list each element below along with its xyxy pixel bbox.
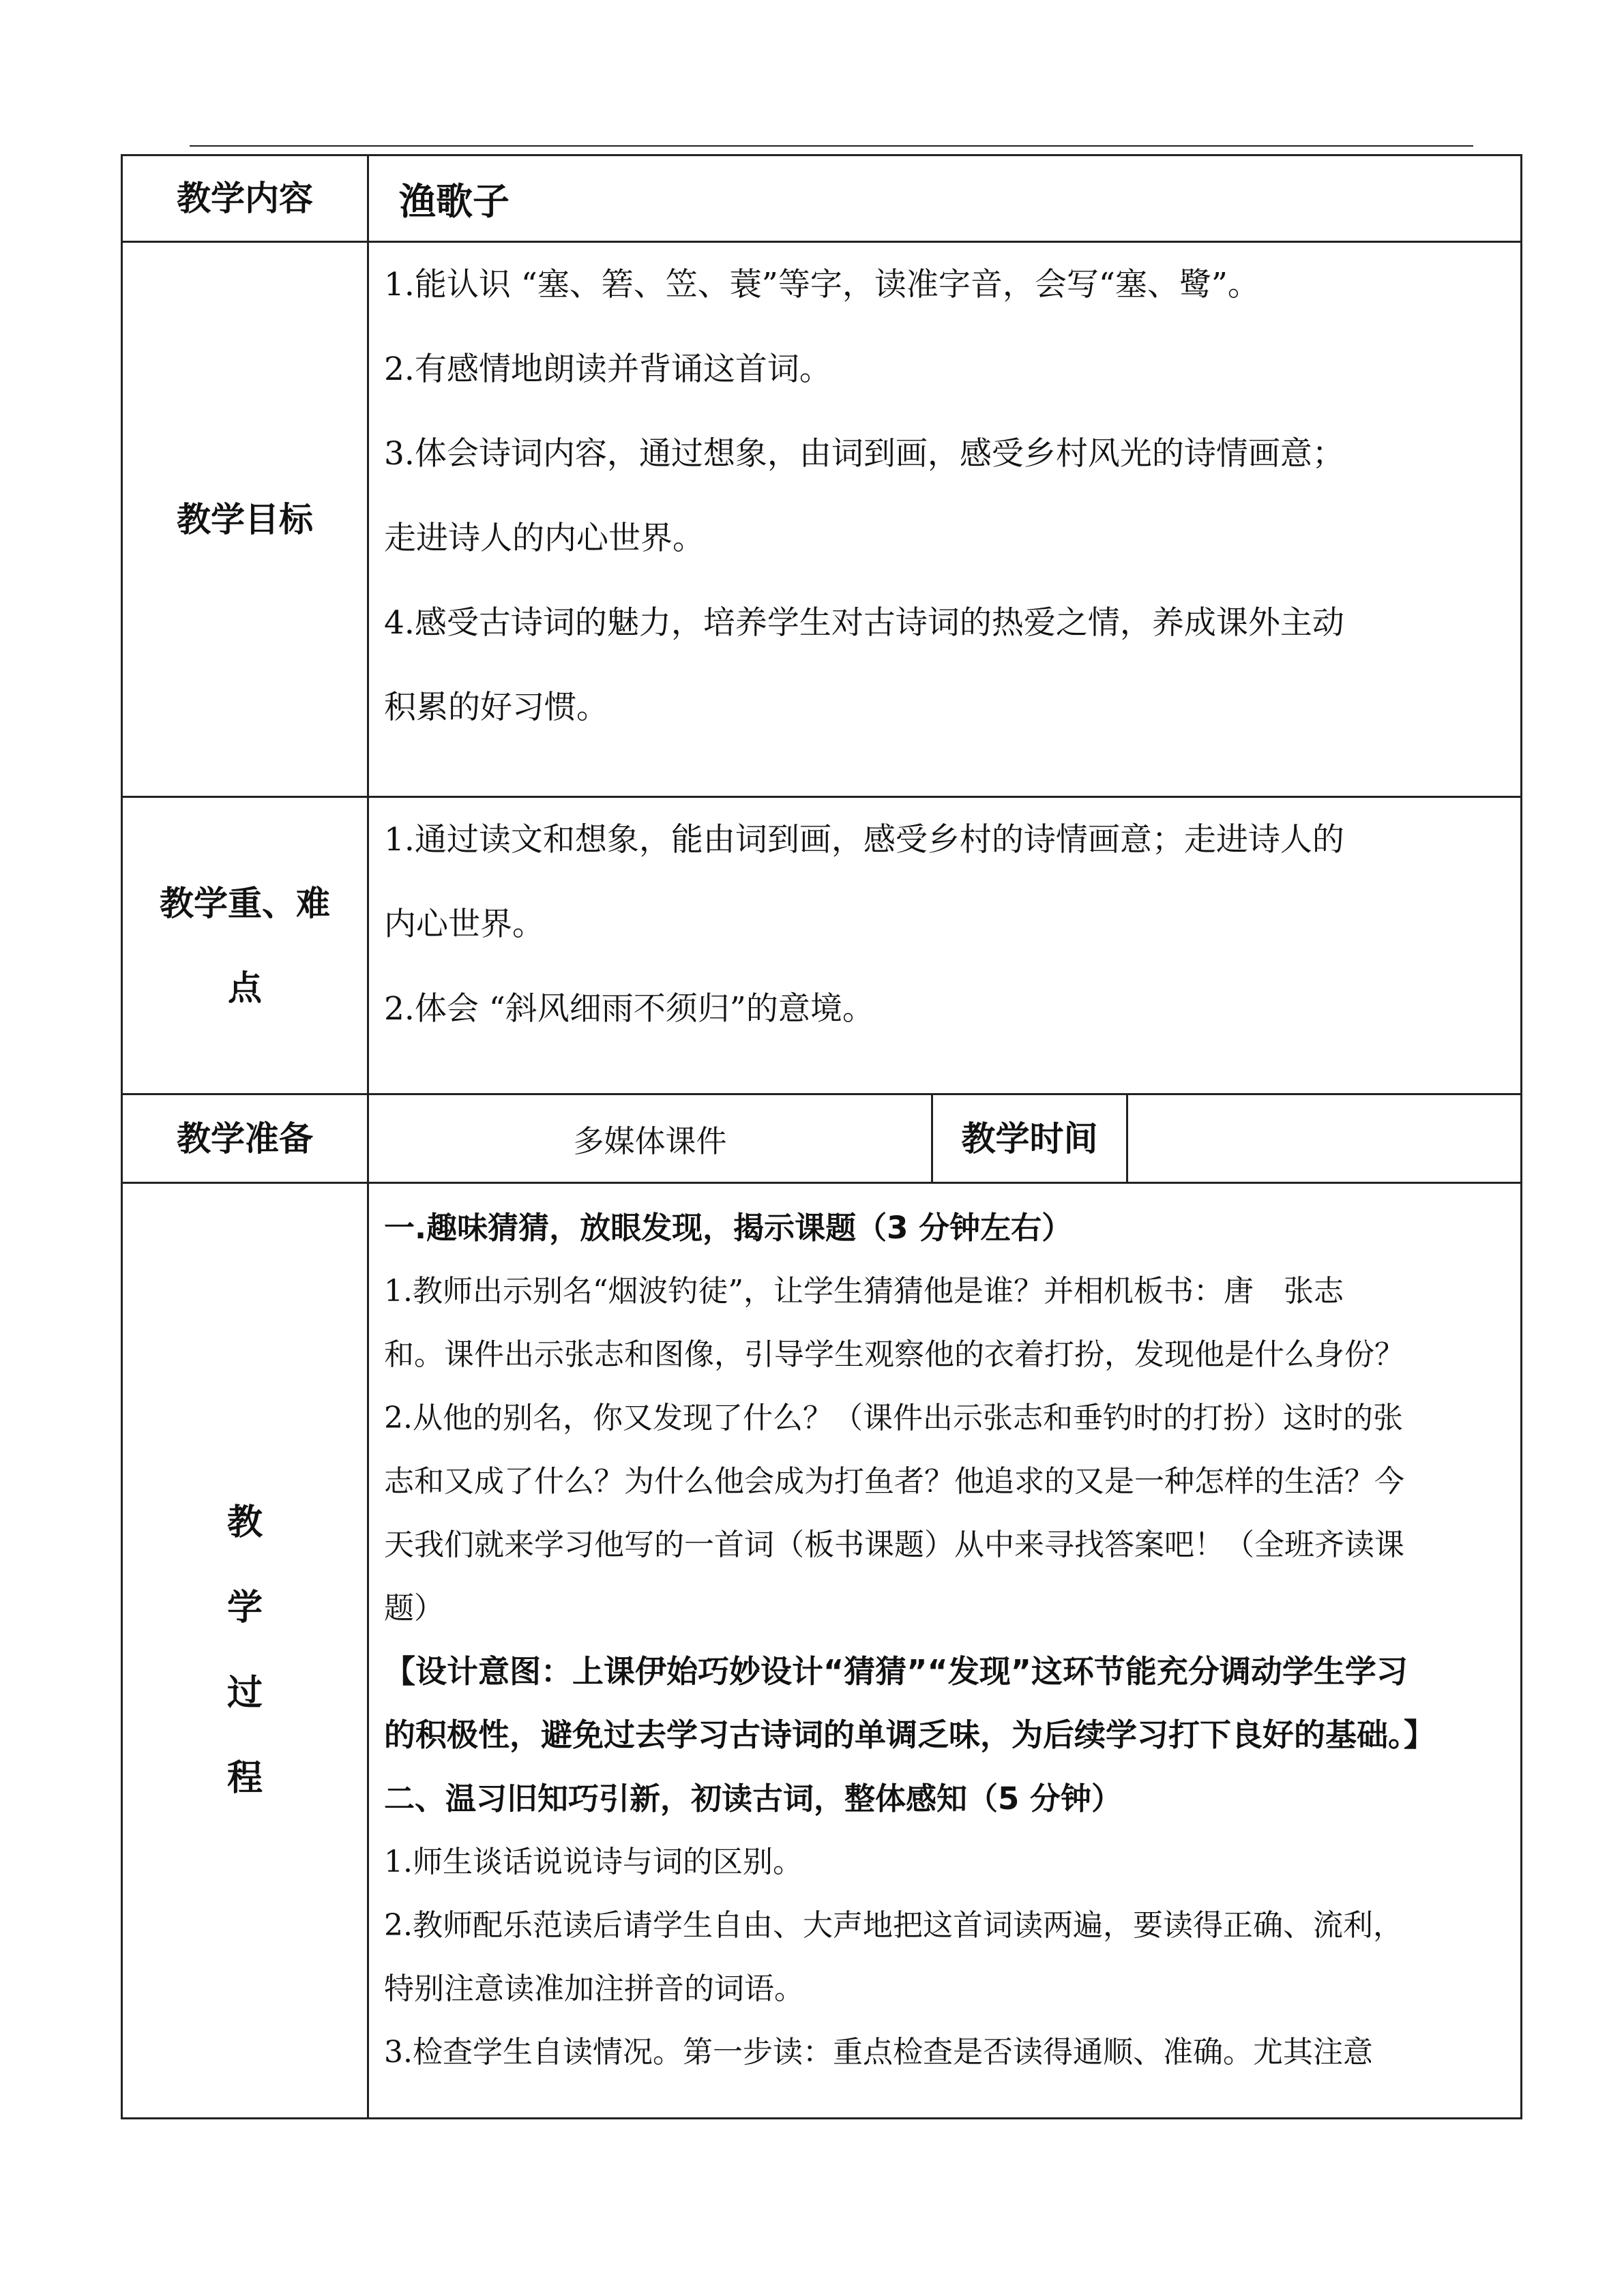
prep-value: 多媒体课件 bbox=[368, 1094, 932, 1183]
label-time: 教学时间 bbox=[932, 1094, 1127, 1183]
goal-line: 积累的好习惯。 bbox=[384, 689, 608, 726]
process-cell bbox=[368, 1183, 1522, 2119]
row-prep bbox=[122, 1094, 1522, 1183]
time-value bbox=[1127, 1094, 1522, 1183]
process-char: 程 bbox=[226, 1757, 263, 1799]
key-line: 内心世界。 bbox=[384, 906, 544, 943]
label-keys-line1: 教学重、难 bbox=[160, 883, 330, 923]
process-line: 2.从他的别名，你又发现了什么？（课件出示张志和垂钓时的打扮）这时的张 bbox=[384, 1401, 1403, 1435]
process-line: 3.检查学生自读情况。第一步读：重点检查是否读得通顺、准确。尤其注意 bbox=[384, 2035, 1373, 2070]
label-goals: 教学目标 bbox=[122, 242, 368, 797]
process-line: 2.教师配乐范读后请学生自由、大声地把这首词读两遍，要读得正确、流利， bbox=[384, 1908, 1403, 1943]
goal-line: 走进诗人的内心世界。 bbox=[384, 520, 705, 557]
design-intent-line: 【设计意图：上课伊始巧妙设计“猜猜”“发现”这环节能充分调动学生学习 bbox=[384, 1653, 1408, 1690]
keys-cell bbox=[368, 797, 1522, 1094]
goal-line: 3.体会诗词内容，通过想象，由词到画，感受乡村风光的诗情画意； bbox=[384, 435, 1344, 473]
process-line: 1.教师出示别名“烟波钓徒”，让学生猜猜他是谁？并相机板书：唐 张志 bbox=[384, 1274, 1344, 1309]
row-goals bbox=[122, 242, 1522, 797]
goals-cell bbox=[368, 242, 1522, 797]
label-keys bbox=[122, 797, 368, 1094]
design-intent-line: 的积极性，避免过去学习古诗词的单调乏味，为后续学习打下良好的基础。】 bbox=[384, 1716, 1435, 1753]
process-heading: 一.趣味猜猜，放眼发现，揭示课题（3 分钟左右） bbox=[384, 1210, 1073, 1246]
lesson-plan-table bbox=[121, 154, 1522, 2119]
row-keys bbox=[122, 797, 1522, 1094]
label-keys-line2: 点 bbox=[228, 968, 262, 1008]
row-process bbox=[122, 1183, 1522, 2119]
row-content bbox=[122, 155, 1522, 242]
goal-line: 2.有感情地朗读并背诵这首词。 bbox=[384, 351, 831, 388]
process-line: 特别注意读准加注拼音的词语。 bbox=[384, 1971, 804, 2006]
label-content: 教学内容 bbox=[122, 155, 368, 242]
label-prep: 教学准备 bbox=[122, 1094, 368, 1183]
key-line: 2.体会 “斜风细雨不须归”的意境。 bbox=[384, 990, 874, 1028]
lesson-title: 渔歌子 bbox=[368, 155, 1522, 242]
key-line: 1.通过读文和想象，能由词到画，感受乡村的诗情画意；走进诗人的 bbox=[384, 821, 1344, 859]
process-line: 题） bbox=[384, 1591, 444, 1626]
label-process bbox=[122, 1183, 368, 2119]
header-rule bbox=[190, 145, 1473, 147]
process-line: 1.师生谈话说说诗与词的区别。 bbox=[384, 1845, 803, 1879]
process-line: 志和又成了什么？为什么他会成为打鱼者？他追求的又是一种怎样的生活？今 bbox=[384, 1464, 1404, 1499]
process-char: 教 bbox=[226, 1502, 263, 1543]
process-heading: 二、温习旧知巧引新，初读古词，整体感知（5 分钟） bbox=[384, 1780, 1122, 1817]
process-line: 天我们就来学习他写的一首词（板书课题）从中来寻找答案吧！（全班齐读课 bbox=[384, 1527, 1404, 1562]
goal-line: 1.能认识 “塞、箬、笠、蓑”等字，读准字音，会写“塞、鹭”。 bbox=[384, 266, 1260, 303]
goal-line: 4.感受古诗词的魅力，培养学生对古诗词的热爱之情，养成课外主动 bbox=[384, 604, 1344, 642]
process-line: 和。课件出示张志和图像，引导学生观察他的衣着打扮，发现他是什么身份？ bbox=[384, 1337, 1404, 1372]
process-char: 学 bbox=[226, 1587, 263, 1628]
process-char: 过 bbox=[226, 1672, 263, 1714]
